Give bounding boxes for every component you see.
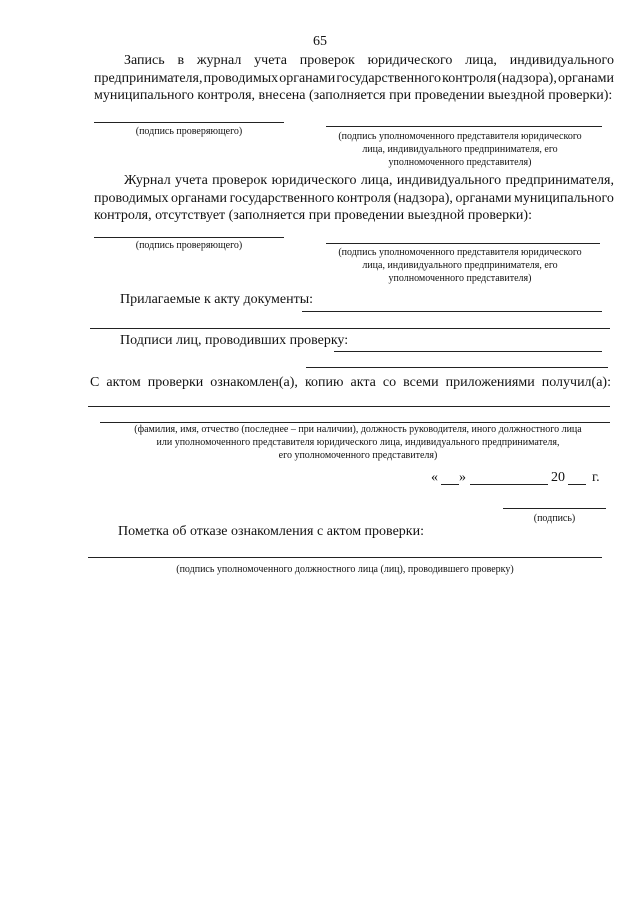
acquainted-field-1[interactable] [88,406,610,407]
absent-line-2: проводимых органами государственного контроля (надзора), органами муниципального [94,190,614,206]
attached-documents-label: Прилагаемые к акту документы: [120,292,314,307]
inspectors-signatures-label: Подписи лиц, проводивших проверку: [120,333,349,348]
inspector-signature-caption-1: (подпись проверяющего) [135,126,243,137]
absent-journal-paragraph [94,172,614,225]
representative-signature-caption-1: (подпись уполномоченного представителя юридического лица, индивидуального предпринимателя, его уполномоченного представителя) [338,131,582,168]
refusal-signature-line[interactable] [88,557,602,558]
representative-signature-caption-2: (подпись уполномоченного представителя юридического лица, индивидуального предпринимателя, его уполномоченного представителя) [338,247,582,284]
record-line-1: Запись в журнал учета проверок юридического лица, индивидуального [124,53,614,68]
record-paragraph [94,52,614,105]
page-number: 65 [313,34,327,49]
date-open-quote: « [431,470,438,485]
record-line-2: предпринимателя, проводимых органами государственного контроля (надзора), органами [94,70,614,86]
representative-signature-line-2[interactable] [326,243,600,244]
absent-line-3: контроля, отсутствует (заполняется при проведении выездной проверки): [94,208,532,223]
inspector-signature-line-1[interactable] [94,122,284,123]
inspector-signature-line-2[interactable] [94,237,284,238]
record-line-3: муниципального контроля, внесена (заполняется при проведении выездной проверки): [94,88,613,103]
date-year-field[interactable] [568,484,586,485]
date-month-field[interactable] [470,484,548,485]
refusal-caption: (подпись уполномоченного должностного лица (лиц), проводившего проверку) [176,564,514,575]
absent-line-1: Журнал учета проверок юридического лица, индивидуального предпринимателя, [124,173,614,188]
attached-documents-field[interactable] [302,311,602,312]
signature-caption: (подпись) [533,513,576,524]
acquainted-caption: (фамилия, имя, отчество (последнее – при наличии), должность руководителя, иного должностного лица или уполномоченного представителя юридического лица, индивидуального предпринимателя, его уполномоченного представителя) [134,424,582,461]
signature-line[interactable] [503,508,606,509]
refusal-label: Пометка об отказе ознакомления с актом проверки: [118,524,424,539]
attached-documents-field-2[interactable] [90,328,610,329]
date-day-field[interactable] [441,484,459,485]
inspectors-signatures-field-2[interactable] [306,367,608,368]
inspector-signature-caption-2: (подпись проверяющего) [135,240,243,251]
inspectors-signatures-field[interactable] [334,351,602,352]
date-year-prefix: 20 [551,470,565,485]
date-close-quote: » [459,470,466,485]
representative-signature-line-1[interactable] [326,126,602,127]
acquainted-statement: С актом проверки ознакомлен(а), копию акта со всеми приложениями получил(а): [90,375,611,390]
date-year-suffix: г. [592,470,600,485]
